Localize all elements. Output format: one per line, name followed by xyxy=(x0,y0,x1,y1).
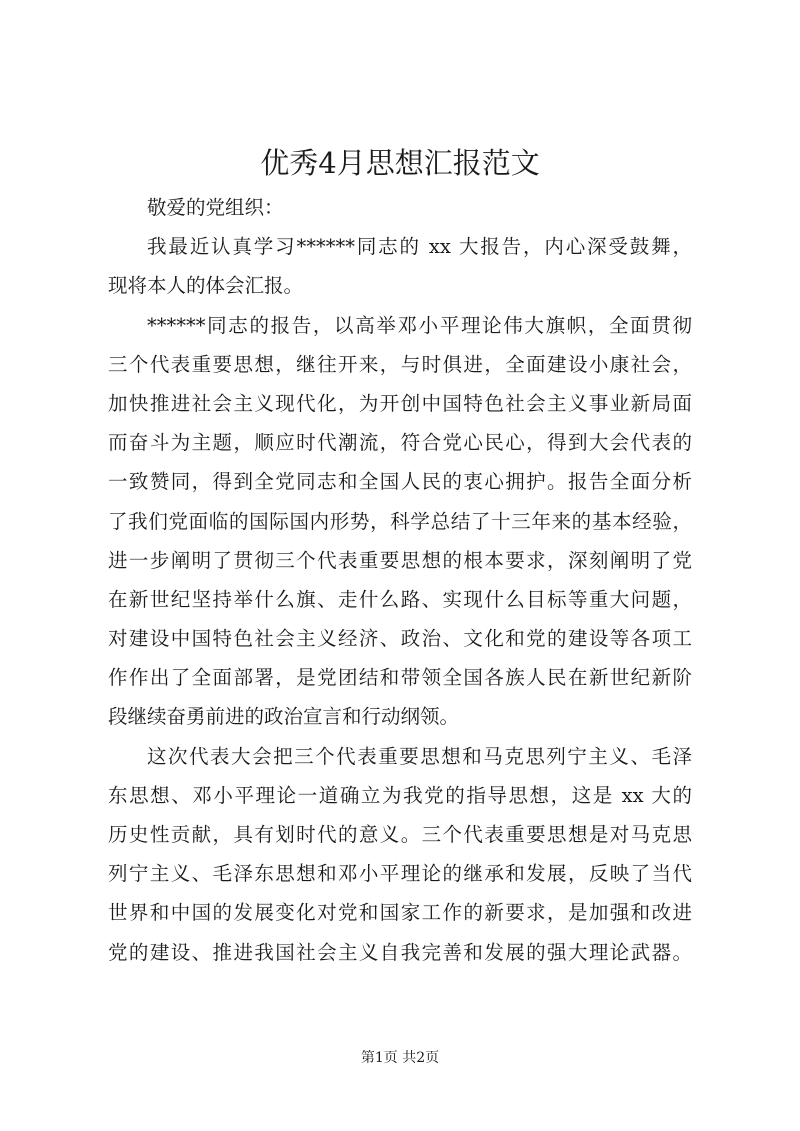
body-line: 进一步阐明了贯彻三个代表重要思想的根本要求，深刻阐明了党 xyxy=(108,548,692,572)
body-line: 一致赞同，得到全党同志和全国人民的衷心拥护。报告全面分析 xyxy=(108,470,692,494)
body-line: 现将本人的体会汇报。 xyxy=(108,274,304,298)
body-line: 东思想、邓小平理论一道确立为我党的指导思想，这是 xx 大的 xyxy=(108,783,692,807)
body-line: 我最近认真学习******同志的 xx 大报告，内心深受鼓舞， xyxy=(147,235,692,259)
body-line: ******同志的报告，以高举邓小平理论伟大旗帜，全面贯彻 xyxy=(147,313,692,337)
body-line: 三个代表重要思想，继往开来，与时俱进，全面建设小康社会， xyxy=(108,352,692,376)
body-line: 段继续奋勇前进的政治宣言和行动纲领。 xyxy=(108,705,460,729)
page-number-footer: 第1页 共2页 xyxy=(360,1050,440,1066)
body-line: 对建设中国特色社会主义经济、政治、文化和党的建设等各项工 xyxy=(108,627,692,651)
body-line: 党的建设、推进我国社会主义自我完善和发展的强大理论武器。 xyxy=(108,940,692,964)
body-line: 加快推进社会主义现代化，为开创中国特色社会主义事业新局面 xyxy=(108,391,692,415)
body-line: 在新世纪坚持举什么旗、走什么路、实现什么目标等重大问题， xyxy=(108,587,692,611)
body-line: 作作出了全面部署，是党团结和带领全国各族人民在新世纪新阶 xyxy=(108,666,692,690)
body-line: 而奋斗为主题，顺应时代潮流，符合党心民心，得到大会代表的 xyxy=(108,431,692,455)
body-line: 世界和中国的发展变化对党和国家工作的新要求，是加强和改进 xyxy=(108,901,692,925)
document-body xyxy=(108,188,692,972)
salutation: 敬爱的党组织： xyxy=(147,196,284,219)
body-line: 列宁主义、毛泽东思想和邓小平理论的继承和发展，反映了当代 xyxy=(108,862,692,886)
body-line: 这次代表大会把三个代表重要思想和马克思列宁主义、毛泽 xyxy=(147,744,692,768)
document-title: 优秀4月思想汇报范文 xyxy=(260,146,540,180)
body-line: 了我们党面临的国际国内形势，科学总结了十三年来的基本经验， xyxy=(108,509,692,533)
body-line: 历史性贡献，具有划时代的意义。三个代表重要思想是对马克思 xyxy=(108,823,692,846)
